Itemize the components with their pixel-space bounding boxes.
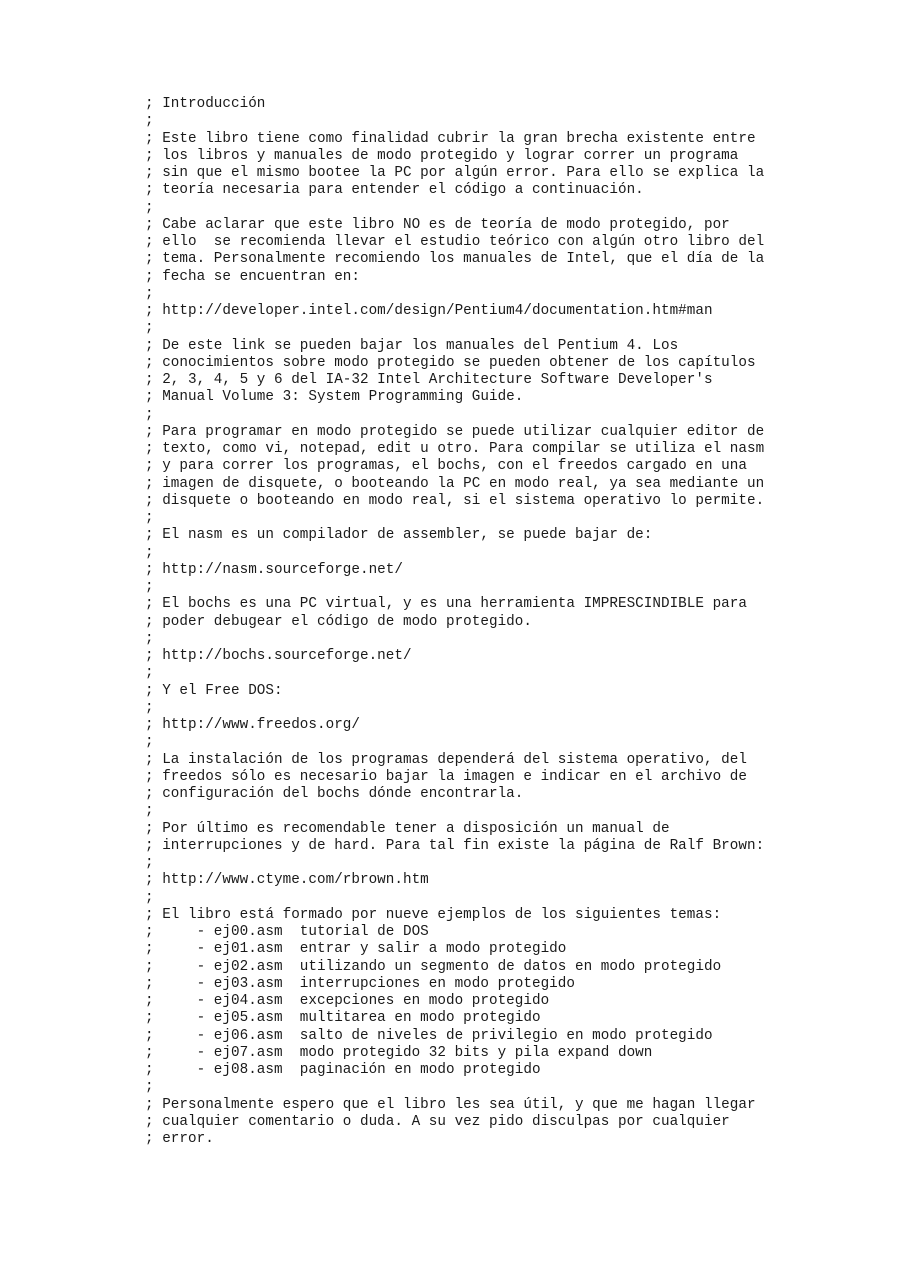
list-item: ; - ej03.asm interrupciones en modo protegido	[145, 975, 575, 992]
list-item: ; - ej01.asm entrar y salir a modo protegido	[145, 941, 567, 958]
text-line: ;	[145, 510, 154, 526]
text-line: ; Por último es recomendable tener a disposición un manual de	[145, 820, 670, 837]
list-item: ; - ej07.asm modo protegido 32 bits y pila expand down	[145, 1044, 653, 1061]
list-item: ; - ej08.asm paginación en modo protegido	[145, 1062, 541, 1078]
url-line: ; http://www.ctyme.com/rbrown.htm	[145, 872, 429, 889]
text-line: ; interrupciones y de hard. Para tal fin existe la página de Ralf Brown:	[145, 837, 765, 854]
text-line: ;	[145, 320, 154, 337]
text-line: ; configuración del bochs dónde encontrarla.	[145, 786, 524, 802]
document-page	[145, 96, 885, 1148]
text-line: ; freedos sólo es necesario bajar la imagen e indicar en el archivo de	[145, 768, 747, 785]
text-line: ;	[145, 855, 154, 871]
list-item: ; - ej02.asm utilizando un segmento de datos en modo protegido	[145, 958, 722, 975]
text-line: ; 2, 3, 4, 5 y 6 del IA-32 Intel Architecture Software Developer's	[145, 372, 713, 388]
text-line: ; disquete o booteando en modo real, si el sistema operativo lo permite.	[145, 492, 765, 509]
text-line: ; El nasm es un compilador de assembler, se puede bajar de:	[145, 527, 653, 544]
text-line: ; fecha se encuentran en:	[145, 268, 360, 285]
text-line: ; conocimientos sobre modo protegido se pueden obtener de los capítulos	[145, 354, 756, 371]
text-line: ;	[145, 406, 154, 423]
text-line: ;	[145, 579, 154, 595]
text-line: ; los libros y manuales de modo protegido y lograr correr un programa	[145, 147, 739, 164]
text-line: ; sin que el mismo bootee la PC por algún error. Para ello se explica la	[145, 165, 765, 181]
text-line: ;	[145, 699, 154, 716]
text-line: ;	[145, 544, 154, 561]
text-line: ; Este libro tiene como finalidad cubrir la gran brecha existente entre	[145, 130, 756, 147]
text-line: ; imagen de disquete, o booteando la PC en modo real, ya sea mediante un	[145, 475, 765, 492]
list-item: ; - ej06.asm salto de niveles de privilegio en modo protegido	[145, 1027, 713, 1044]
text-line: ;	[145, 1079, 154, 1096]
text-line: ; teoría necesaria para entender el código a continuación.	[145, 182, 644, 199]
text-line: ; El bochs es una PC virtual, y es una herramienta IMPRESCINDIBLE para	[145, 596, 747, 613]
text-line: ;	[145, 285, 154, 302]
text-line: ; Introducción	[145, 96, 266, 112]
text-line: ;	[145, 734, 154, 751]
text-line: ;	[145, 665, 154, 682]
url-line: ; http://developer.intel.com/design/Pentium4/documentation.htm#man	[145, 303, 713, 319]
text-line: ; Para programar en modo protegido se puede utilizar cualquier editor de	[145, 423, 765, 440]
text-line: ; error.	[145, 1131, 214, 1147]
text-line: ; y para correr los programas, el bochs, con el freedos cargado en una	[145, 458, 747, 475]
text-line: ;	[145, 113, 154, 130]
list-item: ; - ej00.asm tutorial de DOS	[145, 924, 429, 940]
list-item: ; - ej05.asm multitarea en modo protegido	[145, 1010, 541, 1027]
text-line: ; texto, como vi, notepad, edit u otro. Para compilar se utiliza el nasm	[145, 441, 765, 457]
text-line: ; Personalmente espero que el libro les sea útil, y que me hagan llegar	[145, 1096, 756, 1113]
url-line: ; http://nasm.sourceforge.net/	[145, 561, 403, 578]
text-line: ; Manual Volume 3: System Programming Guide.	[145, 389, 524, 406]
text-line: ; poder debugear el código de modo protegido.	[145, 613, 532, 630]
url-line: ; http://www.freedos.org/	[145, 717, 360, 733]
url-line: ; http://bochs.sourceforge.net/	[145, 648, 412, 664]
text-line: ; La instalación de los programas dependerá del sistema operativo, del	[145, 751, 747, 768]
text-line: ; tema. Personalmente recomiendo los manuales de Intel, que el día de la	[145, 251, 765, 268]
text-line: ;	[145, 199, 154, 216]
text-line: ; Y el Free DOS:	[145, 682, 283, 699]
text-line: ;	[145, 630, 154, 647]
text-line: ; cualquier comentario o duda. A su vez pido disculpas por cualquier	[145, 1113, 730, 1130]
text-line: ;	[145, 803, 154, 820]
text-line: ;	[145, 889, 154, 906]
list-item: ; - ej04.asm excepciones en modo protegido	[145, 993, 550, 1009]
text-line: ; Cabe aclarar que este libro NO es de teoría de modo protegido, por	[145, 216, 730, 233]
text-line: ; El libro está formado por nueve ejemplos de los siguientes temas:	[145, 906, 722, 923]
text-line: ; De este link se pueden bajar los manuales del Pentium 4. Los	[145, 337, 679, 354]
text-line: ; ello se recomienda llevar el estudio teórico con algún otro libro del	[145, 234, 765, 250]
